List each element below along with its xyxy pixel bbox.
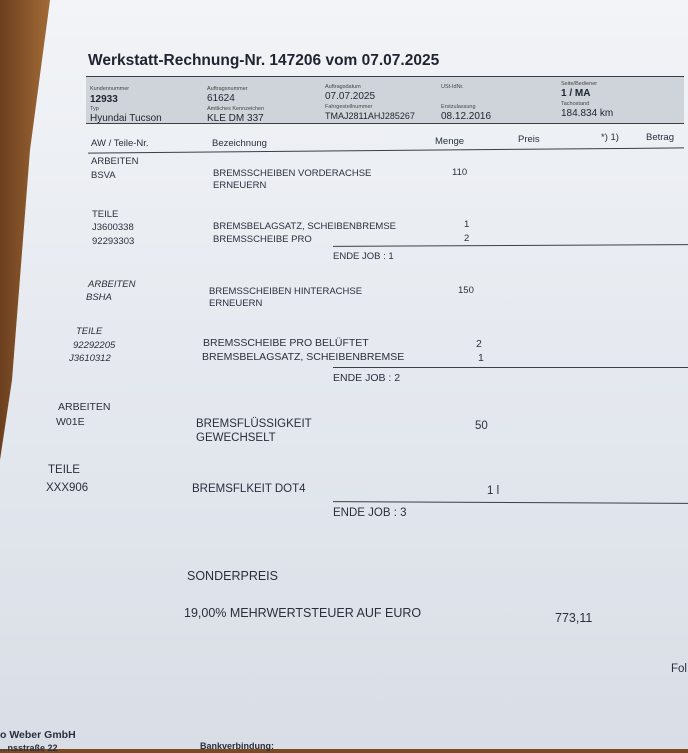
job1-part2-desc: BREMSSCHEIBE PRO — [213, 234, 312, 245]
company-name: o Weber GmbH — [0, 729, 76, 741]
typ-label: Typ — [90, 106, 99, 112]
job3-menge: 50 — [475, 420, 488, 432]
erstzulassung-value: 08.12.2016 — [441, 111, 492, 122]
job2-desc1: BREMSSCHEIBEN HINTERACHSE — [209, 286, 363, 297]
job2-part2-desc: BREMSBELAGSATZ, SCHEIBENBREMSE — [202, 351, 405, 363]
job2-part1-qty: 2 — [476, 338, 482, 350]
sonderpreis-label: SONDERPREIS — [187, 569, 278, 583]
job3-part1-qty: 1 l — [487, 485, 500, 497]
job3-desc2: GEWECHSELT — [196, 432, 276, 444]
job3-arbeiten-label: ARBEITEN — [58, 401, 111, 413]
job3-desc1: BREMSFLÜSSIGKEIT — [196, 418, 312, 430]
job1-part2-qty: 2 — [464, 233, 470, 244]
kundennummer-value: 12933 — [90, 94, 118, 105]
erstzulassung-label: Erstzulassung — [441, 104, 476, 110]
job1-part1-qty: 1 — [464, 219, 470, 230]
job3-part1-nr: XXX906 — [46, 482, 89, 494]
job2-part1-nr: 92292205 — [73, 340, 116, 351]
job3-end: ENDE JOB : 3 — [333, 507, 407, 519]
job1-arbeiten-label: ARBEITEN — [91, 156, 139, 167]
job3-code: W01E — [56, 416, 85, 428]
job1-menge: 110 — [452, 167, 468, 178]
mwst-label: 19,00% MEHRWERTSTEUER AUF EURO — [184, 606, 422, 620]
kennzeichen-label: Amtliches Kennzeichen — [207, 106, 265, 112]
job3-part1-desc: BREMSFLKEIT DOT4 — [192, 483, 306, 495]
col-bezeichnung: Bezeichnung — [212, 138, 267, 149]
job2-arbeiten-label: ARBEITEN — [88, 279, 136, 290]
ust-label: USt-IdNr. — [441, 84, 464, 90]
col-menge: Menge — [435, 136, 465, 147]
tachostand-value: 184.834 km — [561, 108, 614, 119]
job2-end-rule — [333, 367, 688, 368]
job2-part2-qty: 1 — [478, 352, 484, 364]
kennzeichen-value: KLE DM 337 — [207, 113, 264, 124]
job1-desc2: ERNEUERN — [213, 180, 267, 191]
job2-end: ENDE JOB : 2 — [333, 372, 401, 384]
col-marks: *) 1) — [601, 132, 619, 143]
seite-value: 1 / MA — [561, 88, 591, 99]
job1-code: BSVA — [91, 170, 116, 181]
job2-desc2: ERNEUERN — [209, 298, 263, 309]
job1-desc1: BREMSSCHEIBEN VORDERACHSE — [213, 168, 372, 179]
auftragsnummer-value: 61624 — [207, 93, 235, 104]
col-preis: Preis — [518, 134, 540, 145]
bank-label: Bankverbindung: — [200, 741, 275, 751]
job3-teile-label: TEILE — [48, 464, 80, 476]
job1-teile-label: TEILE — [92, 209, 119, 220]
typ-value: Hyundai Tucson — [90, 113, 162, 124]
job1-part1-nr: J3600338 — [92, 222, 134, 233]
tachostand-label: Tachostand — [561, 101, 590, 107]
job1-part2-nr: 92293303 — [92, 236, 135, 247]
job2-part2-nr: J3610312 — [69, 353, 111, 364]
auftragsdatum-label: Auftragsdatum — [325, 84, 361, 90]
mwst-amount: 773,11 — [555, 611, 593, 625]
job2-code: BSHA — [86, 292, 112, 303]
job1-part1-desc: BREMSBELAGSATZ, SCHEIBENBREMSE — [213, 221, 397, 232]
auftragsdatum-value: 07.07.2025 — [325, 91, 376, 102]
job2-part1-desc: BREMSSCHEIBE PRO BELÜFTET — [203, 337, 369, 349]
invoice-title: Werkstatt-Rechnung-Nr. 147206 vom 07.07.2025 — [88, 52, 440, 69]
fahrgestell-value: TMAJ2811AHJ285267 — [325, 111, 415, 121]
col-betrag: Betrag — [646, 132, 674, 143]
fahrgestell-label: Fahrgestellnummer — [325, 104, 373, 110]
seite-label: Seite/Bediener — [561, 81, 598, 87]
kundennummer-label: Kundennummer — [90, 86, 130, 92]
col-aw: AW / Teile-Nr. — [91, 138, 149, 149]
job2-menge: 150 — [458, 285, 474, 296]
folgeseite-label: Fol — [671, 663, 687, 675]
auftragsnummer-label: Auftragsnummer — [207, 86, 248, 92]
job1-end: ENDE JOB : 1 — [333, 251, 394, 262]
company-street: ...nsstraße 22 — [0, 743, 58, 753]
job2-teile-label: TEILE — [76, 326, 103, 337]
